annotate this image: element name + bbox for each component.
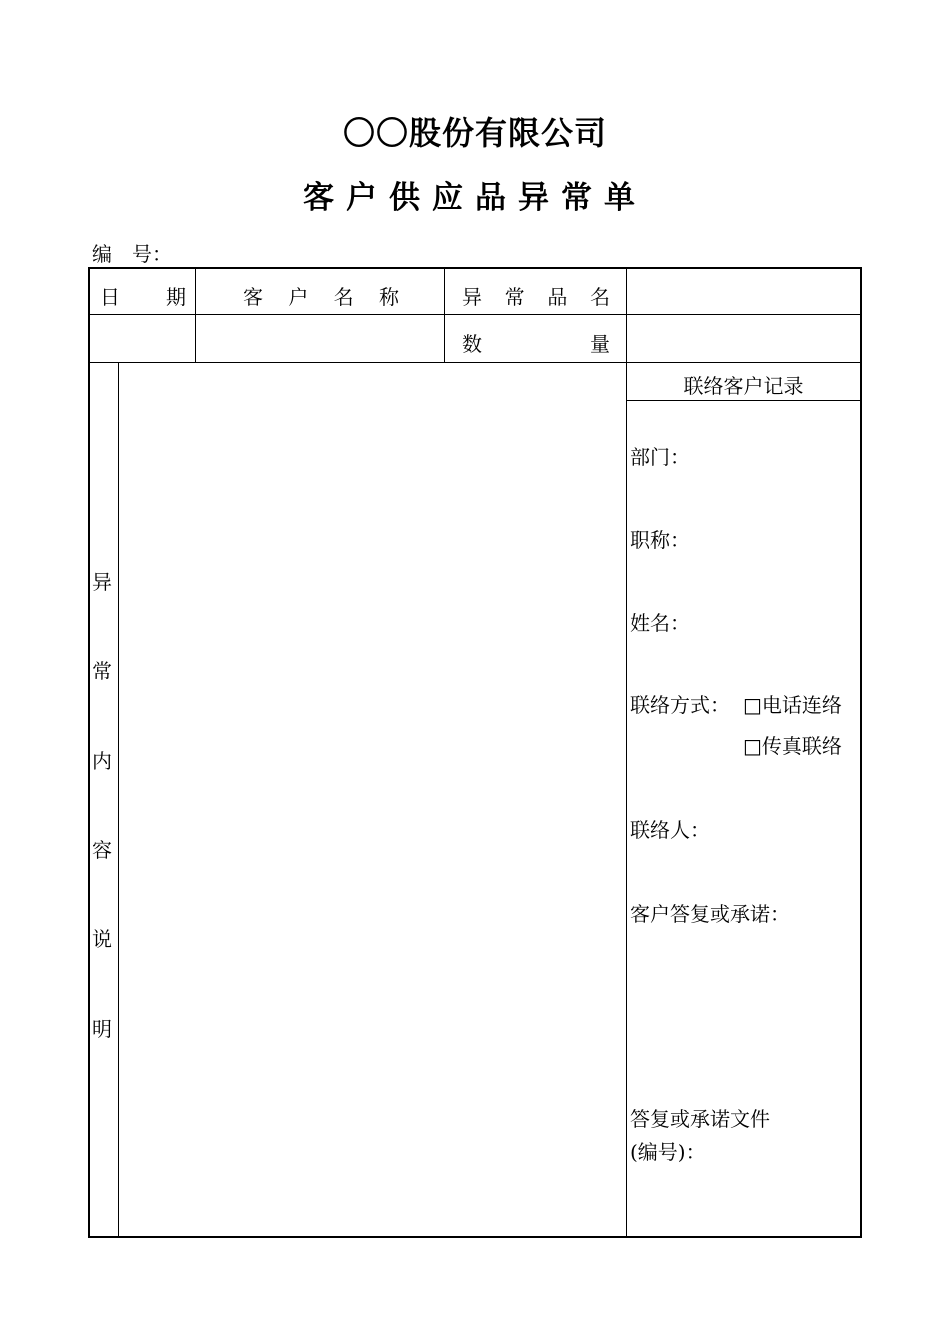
vertical-label-char: 说 — [92, 927, 112, 951]
header-item-char: 异 — [462, 285, 482, 309]
header-abnormal-item — [462, 281, 610, 310]
header-date-char: 期 — [166, 285, 186, 309]
header-date-char: 日 — [100, 285, 120, 309]
reply-document-number-label: (编号)： — [630, 1140, 706, 1164]
contact-heading-divider — [626, 400, 862, 401]
phone-contact-checkbox[interactable]: □电话连络 — [743, 693, 842, 717]
header-item-char: 品 — [547, 285, 568, 309]
quantity-field[interactable] — [627, 315, 860, 362]
contact-person-label: 联络人： — [630, 818, 710, 842]
serial-number-label: 编 号： — [92, 242, 172, 266]
header-customer-char: 户 — [288, 285, 309, 309]
form-title: 客户供应品异常单 — [303, 180, 647, 216]
header-date — [100, 281, 186, 310]
item-name-field[interactable] — [627, 269, 860, 314]
table-border-right — [860, 267, 862, 1238]
vertical-label-char: 常 — [92, 659, 112, 683]
header-customer-char: 名 — [333, 285, 354, 309]
customer-reply-label: 客户答复或承诺： — [630, 902, 790, 926]
contact-record-heading: 联络客户记录 — [683, 374, 804, 398]
reply-document-label: 答复或承诺文件 — [630, 1107, 770, 1131]
vertical-label-char: 明 — [92, 1017, 112, 1041]
name-label: 姓名： — [630, 611, 690, 635]
fax-contact-checkbox[interactable]: □传真联络 — [743, 734, 842, 758]
vertical-label-char: 容 — [92, 838, 112, 862]
department-label: 部门： — [630, 445, 690, 469]
contact-method-label: 联络方式： — [630, 693, 730, 717]
date-field[interactable] — [90, 315, 195, 362]
company-name: 〇〇股份有限公司 — [342, 114, 607, 152]
col-divider-customer — [444, 267, 445, 363]
table-border-bottom — [88, 1236, 862, 1238]
header-customer-char: 称 — [378, 285, 399, 309]
header-qty-char: 数 — [462, 332, 482, 356]
header-customer-name — [243, 281, 399, 310]
abnormal-content-field[interactable] — [119, 363, 626, 1236]
vertical-label-char: 异 — [92, 570, 112, 594]
header-qty-char: 量 — [590, 332, 610, 356]
header-customer-char: 客 — [243, 285, 263, 309]
table-border-left — [88, 267, 90, 1238]
col-divider-right-panel — [626, 267, 627, 1238]
header-item-char: 常 — [504, 285, 525, 309]
job-title-label: 职称： — [630, 528, 690, 552]
customer-name-field[interactable] — [196, 315, 444, 362]
header-quantity — [462, 328, 610, 357]
vertical-label-char: 内 — [92, 749, 112, 773]
header-item-char: 名 — [589, 285, 610, 309]
